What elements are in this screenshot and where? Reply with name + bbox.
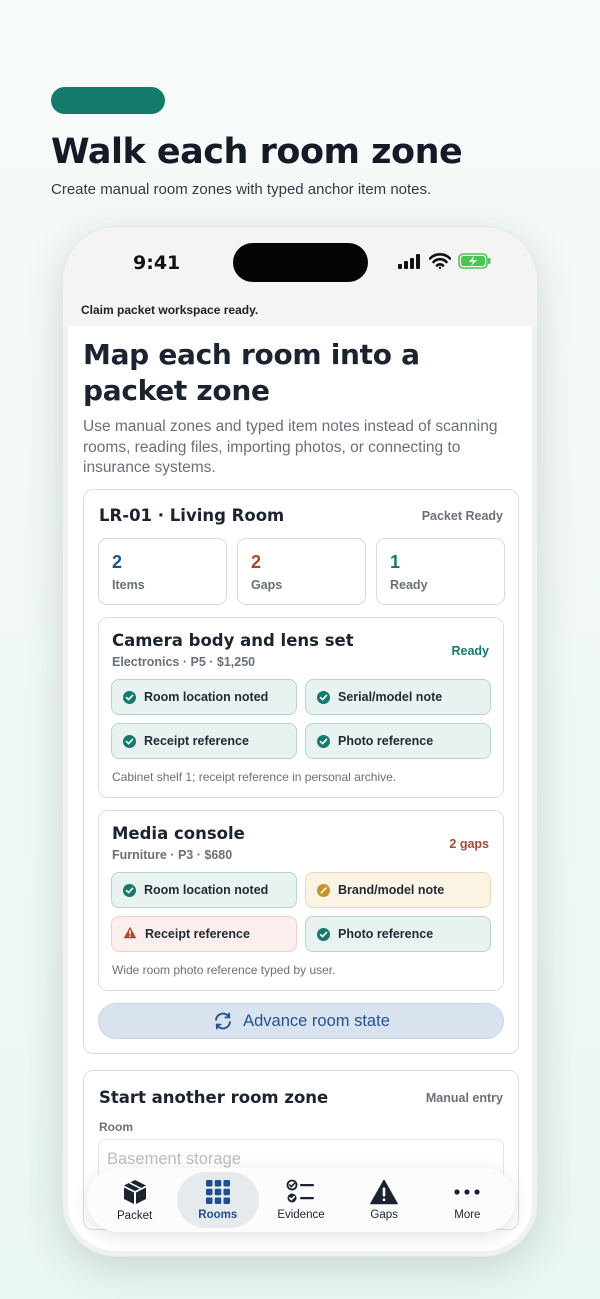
stat-ready <box>376 538 505 605</box>
start-zone-title: Start another room zone <box>99 1088 329 1107</box>
item-meta: Electronics · P5 · $1,250 <box>112 655 256 669</box>
tab-label: Rooms <box>198 1209 238 1221</box>
check-icon <box>123 884 136 897</box>
bottom-tab-bar <box>87 1168 515 1232</box>
checklist-icon <box>286 1179 316 1205</box>
entry-mode-label: Manual entry <box>425 1090 503 1105</box>
chip-label: Receipt reference <box>145 927 250 941</box>
tab-label: More <box>454 1209 481 1221</box>
hero-accent-pill <box>51 87 165 114</box>
room-header <box>99 506 503 525</box>
advance-room-state-button[interactable] <box>98 1003 504 1039</box>
tab-label: Evidence <box>277 1209 325 1221</box>
chip-label: Brand/model note <box>338 883 445 897</box>
chip-label: Photo reference <box>338 927 434 941</box>
stat-items-label: Items <box>112 578 145 592</box>
tab-label: Packet <box>117 1210 153 1222</box>
stat-items <box>98 538 227 605</box>
box-icon <box>121 1178 149 1206</box>
tab-packet[interactable] <box>94 1172 176 1228</box>
stat-items-value: 2 <box>112 552 123 572</box>
chip-photo[interactable] <box>305 916 491 952</box>
tab-gaps[interactable] <box>343 1172 425 1228</box>
grid-icon <box>205 1179 231 1205</box>
check-icon <box>123 735 136 748</box>
item-name: Media console <box>112 824 245 843</box>
page-title: Map each room into a packet zone <box>83 338 420 407</box>
advance-button-label: Advance room state <box>243 1011 390 1030</box>
check-icon <box>123 691 136 704</box>
status-icons <box>398 253 492 269</box>
warning-icon <box>123 926 137 942</box>
chip-receipt[interactable] <box>111 916 297 952</box>
stat-ready-label: Ready <box>390 578 428 592</box>
chip-serial-model[interactable] <box>305 679 491 715</box>
stat-ready-value: 1 <box>390 552 401 572</box>
check-icon <box>317 928 330 941</box>
refresh-icon <box>212 1011 234 1031</box>
workspace-banner: Claim packet workspace ready. <box>81 303 259 317</box>
item-status: Ready <box>451 644 489 658</box>
page-description: Use manual zones and typed item notes instead of scanning rooms, reading files, importing photos, or connecting to insurance systems. <box>83 418 498 476</box>
main-header <box>83 337 519 479</box>
item-status: 2 gaps <box>449 837 489 851</box>
chip-label: Photo reference <box>338 734 434 748</box>
item-card-media-console[interactable] <box>98 810 504 991</box>
hero-subtitle: Create manual room zones with typed anchor item notes. <box>51 181 432 198</box>
tab-evidence[interactable] <box>260 1172 342 1228</box>
room-field-label: Room <box>99 1120 133 1134</box>
warning-icon <box>370 1179 398 1205</box>
more-icon <box>453 1179 481 1205</box>
chip-receipt[interactable] <box>111 723 297 759</box>
phone-frame <box>62 226 538 1257</box>
chip-label: Room location noted <box>144 883 269 897</box>
signal-icon <box>398 254 422 269</box>
status-bar <box>63 227 537 326</box>
chip-label: Room location noted <box>144 690 269 704</box>
stat-gaps-label: Gaps <box>251 578 283 592</box>
stat-gaps-value: 2 <box>251 552 262 572</box>
hero-title: Walk each room zone <box>51 132 463 172</box>
dynamic-island <box>233 243 368 282</box>
check-icon <box>317 735 330 748</box>
room-title: LR-01 · Living Room <box>99 506 285 525</box>
evidence-chips <box>111 872 491 952</box>
evidence-chips <box>111 679 491 759</box>
item-meta: Furniture · P3 · $680 <box>112 848 233 862</box>
stat-gaps <box>237 538 366 605</box>
room-zone-card <box>83 489 519 1054</box>
tab-rooms[interactable] <box>177 1172 259 1228</box>
chip-room-location[interactable] <box>111 679 297 715</box>
room-stats <box>98 538 505 605</box>
chip-brand-model[interactable] <box>305 872 491 908</box>
check-icon <box>317 691 330 704</box>
item-note: Cabinet shelf 1; receipt reference in personal archive. <box>112 770 397 784</box>
pending-icon <box>317 884 330 897</box>
start-zone-header <box>99 1088 503 1107</box>
tab-more[interactable] <box>426 1172 508 1228</box>
chip-label: Serial/model note <box>338 690 443 704</box>
tab-label: Gaps <box>370 1209 398 1221</box>
battery-charging-icon <box>458 253 492 269</box>
room-state-badge: Packet Ready <box>421 508 503 523</box>
item-name: Camera body and lens set <box>112 631 354 650</box>
chip-label: Receipt reference <box>144 734 249 748</box>
item-card-camera[interactable] <box>98 617 504 798</box>
status-time: 9:41 <box>133 252 181 274</box>
chip-room-location[interactable] <box>111 872 297 908</box>
chip-photo[interactable] <box>305 723 491 759</box>
item-note: Wide room photo reference typed by user. <box>112 963 336 977</box>
wifi-icon <box>429 253 451 269</box>
